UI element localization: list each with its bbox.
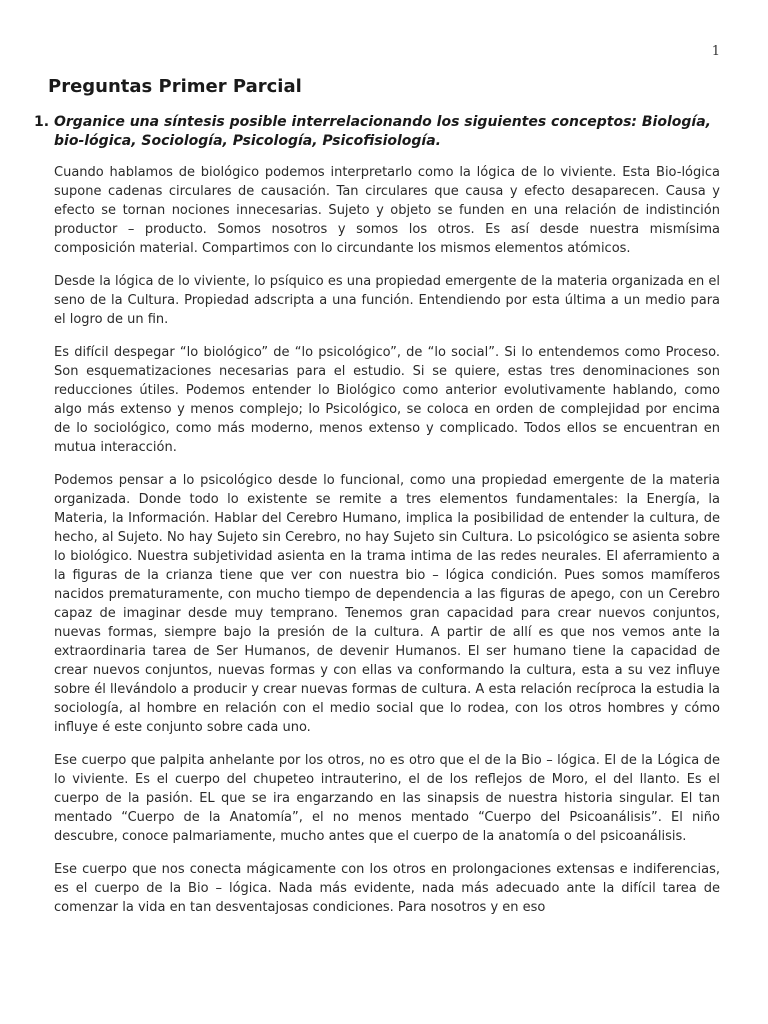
paragraph: Es difícil despegar “lo biológico” de “lo psicológico”, de “lo social”. Si lo entendemos como Proceso. Son esquematizaciones necesarias para el estudio. Si se quiere, estas tres denominaciones son reducciones útiles. Podemos entender lo Biológico como anterior evolutivamente hablando, como algo más extenso y menos complejo; lo Psicológico, se coloca en orden de complejidad por encima de lo sociológico, como más moderno, menos extenso y complicado. Todos ellos se encuentran en mutua interacción. [54, 345, 720, 455]
question-number: 1. [34, 114, 50, 130]
document-title: Preguntas Primer Parcial [48, 76, 302, 97]
answer-body [54, 163, 720, 931]
paragraph: Podemos pensar a lo psicológico desde lo funcional, como una propiedad emergente de la materia organizada. Donde todo lo existente se remite a tres elementos fundamentales: la Energía, la Materia, la Información. Hablar del Cerebro Humano, implica la posibilidad de entender la cultura, de hecho, al Sujeto. No hay Sujeto sin Cerebro, no hay Sujeto sin Cultura. Lo psicológico se asienta sobre lo biológico. Nuestra subjetividad asienta en la trama intima de las redes neurales. El aferramiento a la figuras de la crianza tiene que ver con nuestra bio – lógica condición. Pues somos mamíferos nacidos prematuramente, con mucho tiempo de dependencia a las figuras de apego, con un Cerebro capaz de imaginar desde muy temprano. Tenemos gran capacidad para crear nuevos conjuntos, nuevas formas, siempre bajo la presión de la cultura. A partir de allí es que nos vemos ante la extraordinaria tarea de Ser Humanos, de devenir Humanos. El ser humano tiene la capacidad de crear nuevos conjuntos, nuevas formas y con ellas va conformando la cultura, esta a su vez influye sobre él llevándolo a producir y crear nuevas formas de cultura. A esta relación recíproca la estudia la sociología, al hombre en relación con el medio social que lo rodea, con los otros hombres y cómo influye é este conjunto sobre cada uno. [54, 473, 720, 735]
paragraph: Desde la lógica de lo viviente, lo psíquico es una propiedad emergente de la materia organizada en el seno de la Cultura. Propiedad adscripta a una función. Entendiendo por esta última a un medio para el logro de un fin. [54, 274, 720, 327]
question-text: Organice una síntesis posible interrelacionando los siguientes conceptos: Biología, bio-lógica, Sociología, Psicología, Psicofisiología. [54, 114, 711, 149]
question-1 [34, 113, 724, 151]
paragraph: Ese cuerpo que nos conecta mágicamente con los otros en prolongaciones extensas e indiferencias, es el cuerpo de la Bio – lógica. Nada más evidente, nada más adecuado ante la difícil tarea de comenzar la vida en tan desventajosas condiciones. Para nosotros y en eso [54, 862, 720, 915]
paragraph: Ese cuerpo que palpita anhelante por los otros, no es otro que el de la Bio – lógica. El de la Lógica de lo viviente. Es el cuerpo del chupeteo intrauterino, el de los reflejos de Moro, el del llanto. Es el cuerpo de la pasión. EL que se ira engarzando en las sinapsis de nuestra historia singular. El tan mentado “Cuerpo de la Anatomía”, el no menos mentado “Cuerpo del Psicoanálisis”. El niño descubre, conoce palmariamente, mucho antes que el cuerpo de la anatomía o del psicoanálisis. [54, 753, 720, 844]
paragraph: Cuando hablamos de biológico podemos interpretarlo como la lógica de lo viviente. Esta Bio-lógica supone cadenas circulares de causación. Tan circulares que causa y efecto desaparecen. Causa y efecto se tornan nociones innecesarias. Sujeto y objeto se funden en una relación de indistinción productor – producto. Somos nosotros y somos los otros. Es así desde nuestra mismísima composición material. Compartimos con lo circundante los mismos elementos atómicos. [54, 165, 720, 256]
page-number: 1 [711, 44, 720, 59]
